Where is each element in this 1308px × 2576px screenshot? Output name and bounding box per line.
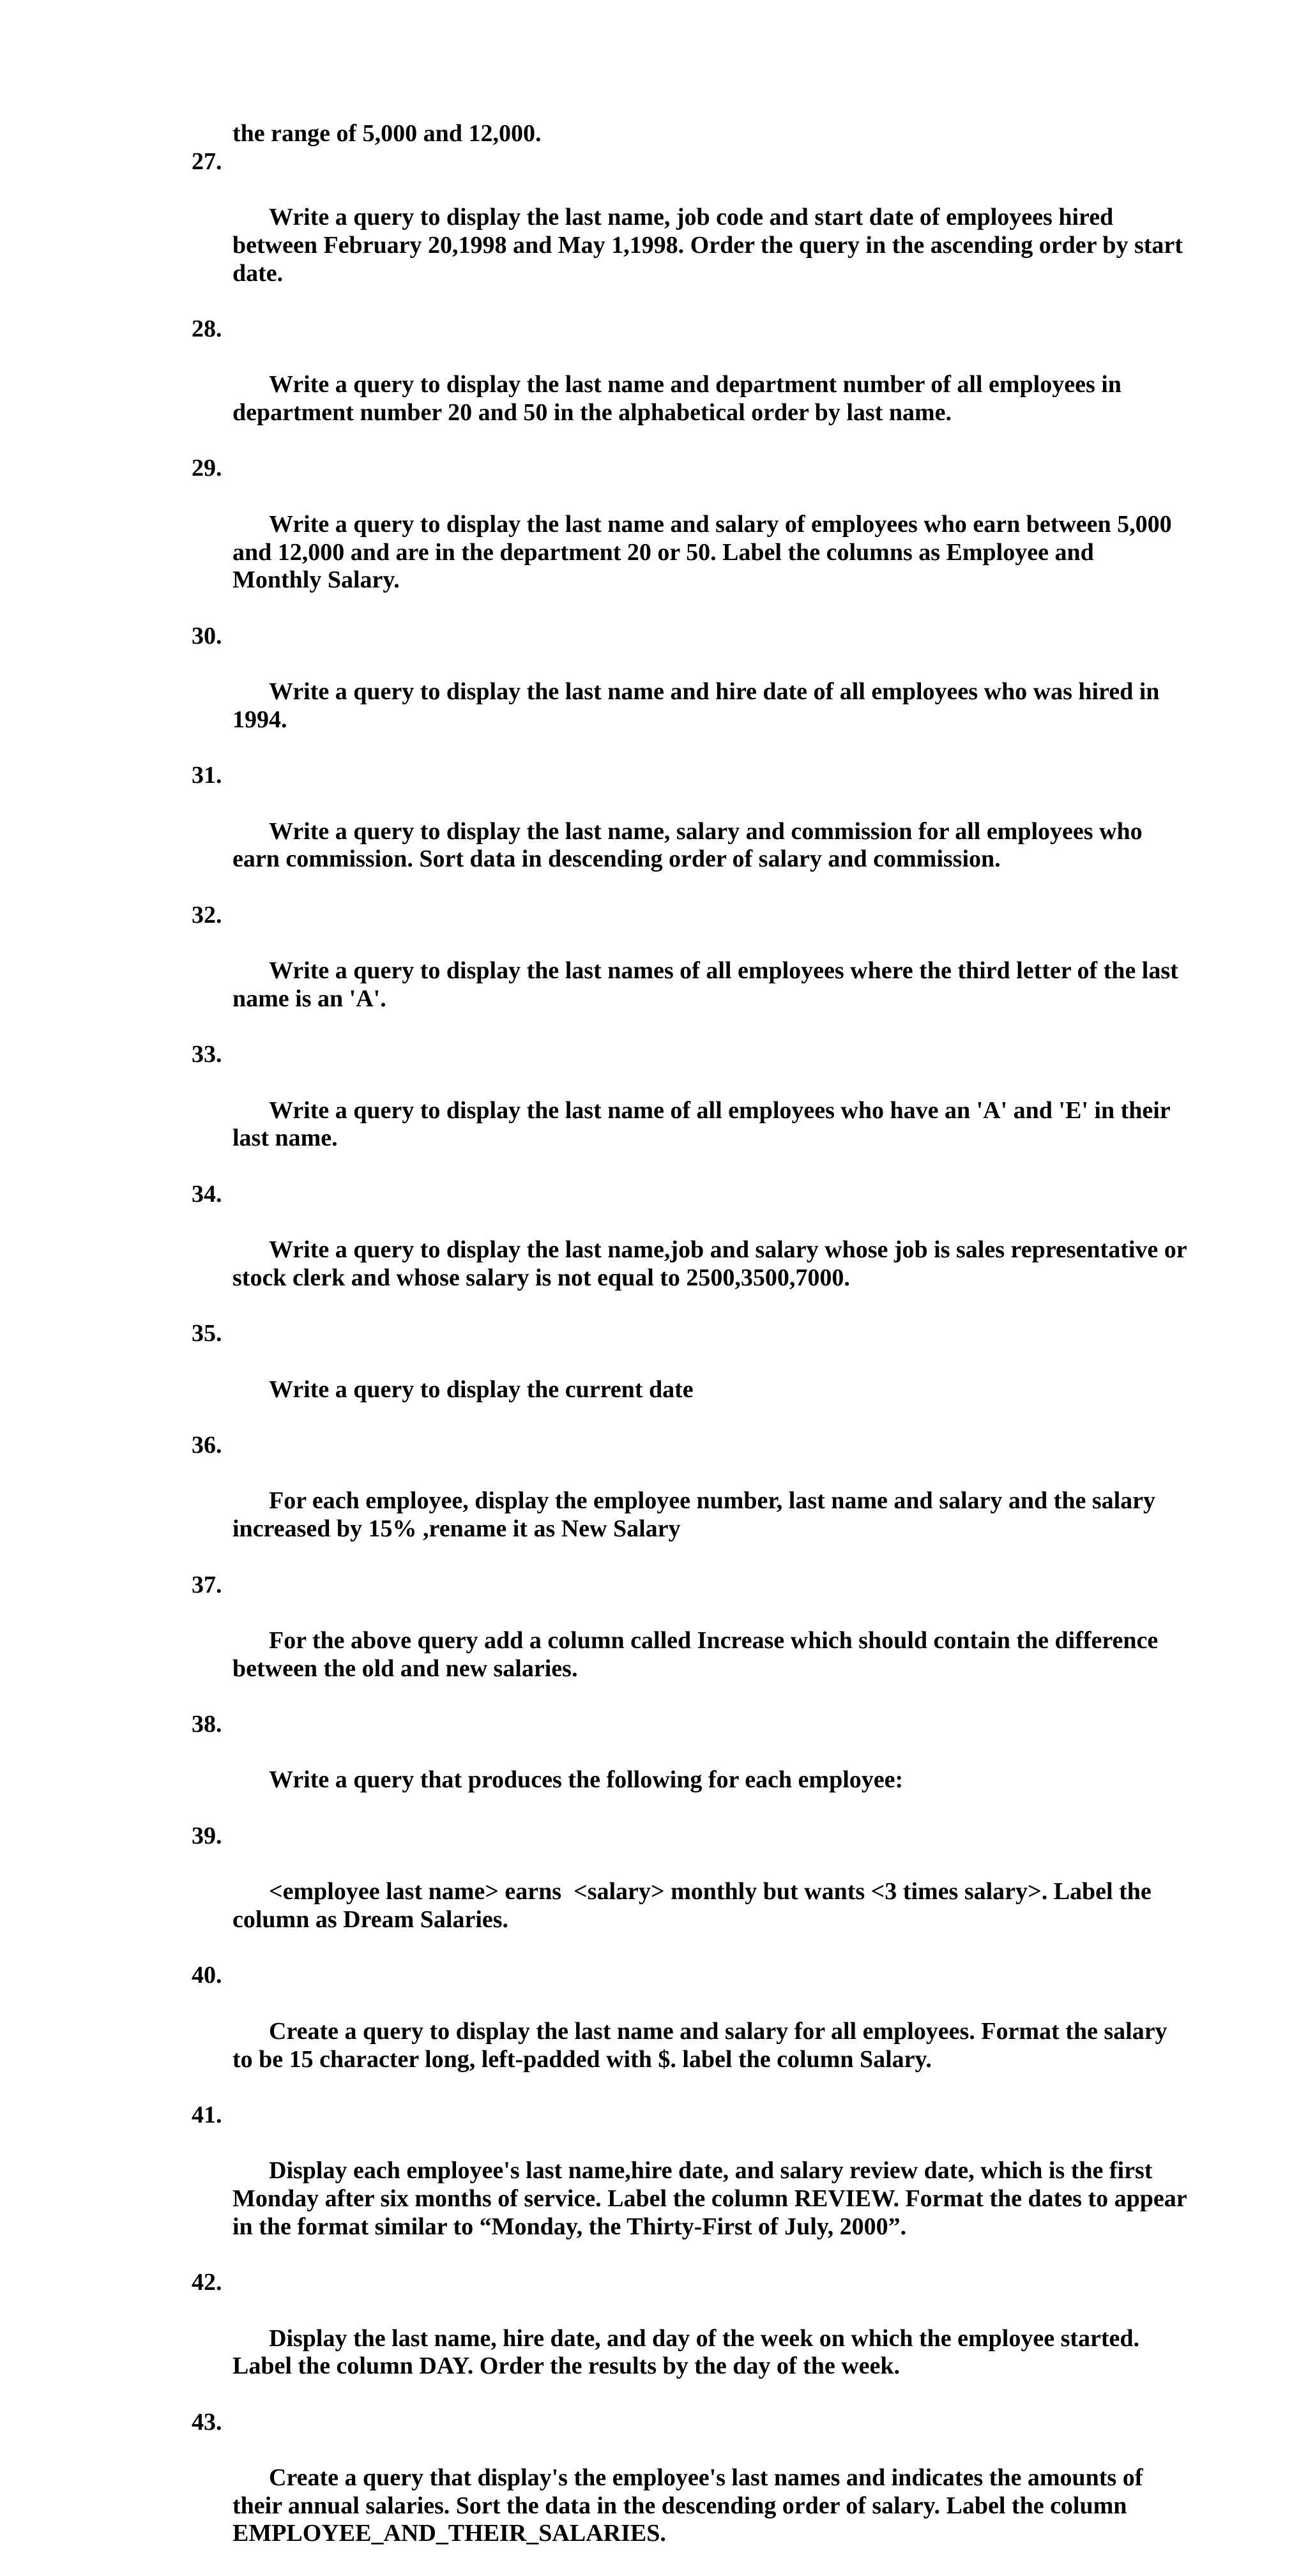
item-number: 29. <box>192 455 222 482</box>
item-number: 37. <box>192 1571 222 1598</box>
item-text: Write a query to display the last name,job and salary whose job is sales representative or stock clerk and whose salary is not equal to 2500,3500,7000. <box>232 1236 1193 1291</box>
list-item <box>192 1711 1188 1822</box>
list-item <box>192 148 1188 315</box>
list-item <box>192 1320 1188 1432</box>
item-number: 40. <box>192 1962 222 1989</box>
list-item <box>192 1822 1188 1962</box>
list-item <box>192 455 1188 622</box>
item-text: Write a query to display the last names of all employees where the third letter of the last name is an 'A'. <box>232 957 1185 1012</box>
item-number: 36. <box>192 1432 222 1459</box>
item-text: Write a query to display the last name of all employees who have an 'A' and 'E' in their last name. <box>232 1096 1176 1152</box>
item-text: Write a query to display the current date <box>269 1375 694 1403</box>
item-text: Write a query to display the last name, job code and start date of employees hired between February 20,1998 and May 1,1998. Order the query in the ascending order by start date. <box>232 204 1189 287</box>
item-number: 30. <box>192 622 222 649</box>
list-item <box>192 623 1188 762</box>
item-number: 33. <box>192 1041 222 1068</box>
list-item <box>192 315 1188 455</box>
list-item <box>192 1572 1188 1711</box>
item-number: 34. <box>192 1180 222 1208</box>
item-text: Display the last name, hire date, and day of the week on which the employee started. Label the column DAY. Order the results by the day of the week. <box>232 2324 1146 2380</box>
item-number: 41. <box>192 2101 222 2128</box>
item-text: Create a query to display the last name and salary for all employees. Format the salary to be 15 character long, left-padded with $. label the column Salary. <box>232 2017 1174 2073</box>
item-text: For each employee, display the employee number, last name and salary and the salary increased by 15% ,rename it as New Salary <box>232 1487 1162 1543</box>
item-number: 35. <box>192 1320 222 1347</box>
item-text: <employee last name> earns <salary> monthly but wants <3 times salary>. Label the column as Dream Salaries. <box>232 1878 1158 1933</box>
list-item <box>192 1041 1188 1181</box>
list-item <box>192 902 1188 1042</box>
item-text: Write a query to display the last name, salary and commission for all employees who earn commission. Sort data in descending order of salary and commission. <box>232 817 1149 873</box>
list-item <box>192 1432 1188 1572</box>
item-number: 43. <box>192 2408 222 2436</box>
item-number: 42. <box>192 2269 222 2296</box>
item-number: 32. <box>192 901 222 928</box>
list-item <box>192 2269 1188 2409</box>
list-item <box>192 762 1188 902</box>
list-item <box>192 2101 1193 2269</box>
list-item <box>192 1180 1193 1321</box>
list-item <box>192 1962 1188 2102</box>
list-item <box>192 2409 1188 2576</box>
continued-item-text: the range of 5,000 and 12,000. <box>232 120 542 147</box>
item-number: 38. <box>192 1711 222 1738</box>
item-text: Write a query to display the last name and department number of all employees in department number 20 and 50 in the alphabetical order by last name. <box>232 371 1128 427</box>
item-number: 31. <box>192 762 222 789</box>
item-text: Display each employee's last name,hire date, and salary review date, which is the first Monday after six months of service. Label the column REVIEW. Format the dates to appear in the format similar to “Monday, the Thirty-First of July, 2000”. <box>232 2157 1193 2240</box>
question-list <box>192 120 1193 2576</box>
item-number: 27. <box>192 148 222 175</box>
item-text: Write a query to display the last name and salary of employees who earn between 5,000 and 12,000 and are in the department 20 or 50. Label the columns as Employee and Monthly Salary. <box>232 510 1178 594</box>
item-number: 28. <box>192 315 222 342</box>
item-text: Write a query that produces the following for each employee: <box>269 1766 904 1794</box>
item-text: Write a query to display the last name and hire date of all employees who was hired in 1994. <box>232 678 1166 733</box>
item-text: Create a query that display's the employee's last names and indicates the amounts of their annual salaries. Sort the data in the descending order of salary. Label the column EMPLOYEE_AND_THEIR_SALARIES. <box>232 2464 1149 2547</box>
item-text: For the above query add a column called Increase which should contain the difference between the old and new salaries. <box>232 1626 1164 1682</box>
item-number: 39. <box>192 1822 222 1849</box>
